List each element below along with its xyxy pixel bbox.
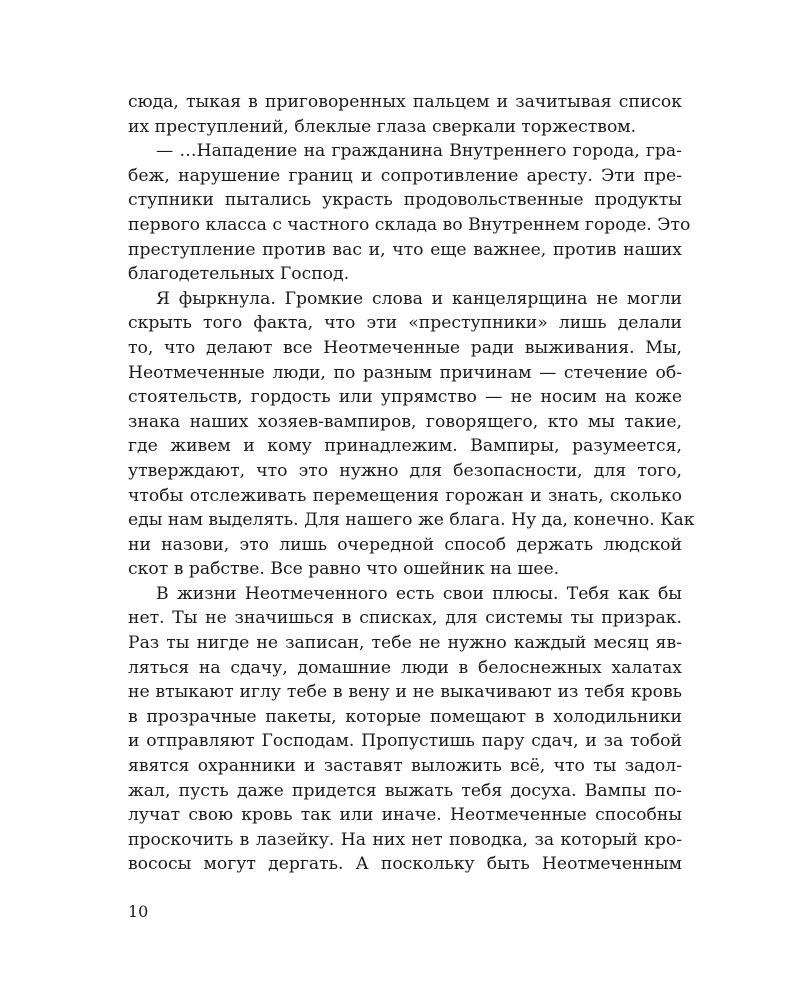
body-text <box>128 90 695 877</box>
text-line: нет. Ты не значишься в списках, для системы ты призрак. <box>128 608 682 629</box>
text-line: утверждают, что это нужно для безопасности, для того, <box>128 460 682 481</box>
text-line: ни назови, это лишь очередной способ держать людской <box>128 534 682 555</box>
text-line: ступники пытались украсть продовольственные продукты <box>128 190 682 211</box>
text-line: В жизни Неотмеченного есть свои плюсы. Тебя как бы <box>156 583 682 604</box>
text-line: вососы могут дергать. А поскольку быть Неотмеченным <box>128 854 682 875</box>
text-line: скот в рабстве. Все равно что ошейник на шее. <box>128 559 560 580</box>
text-line: скрыть того факта, что эти «преступники» лишь делали <box>128 313 682 334</box>
text-line: беж, нарушение границ и сопротивление аресту. Эти пре- <box>128 165 682 186</box>
text-line: где живем и кому принадлежим. Вампиры, разумеется, <box>128 436 682 457</box>
text-line: не втыкают иглу тебе в вену и не выкачивают из тебя кровь <box>128 682 682 703</box>
text-line: Я фыркнула. Громкие слова и канцелярщина не могли <box>156 288 682 309</box>
text-line: первого класса с частного склада во Внутреннем городе. Это <box>128 214 691 235</box>
text-line: еды нам выделять. Для нашего же блага. Ну да, конечно. Как <box>128 510 695 531</box>
text-line: жал, пусть даже придется выжать тебя досуха. Вампы по- <box>128 780 682 801</box>
text-line: явятся охранники и заставят выложить всё, что ты задол- <box>128 756 682 777</box>
text-line: чтобы отслеживать перемещения горожан и знать, сколько <box>128 485 682 506</box>
text-line: Неотмеченные люди, по разным причинам — стечение об- <box>128 362 682 383</box>
text-line: стоятельств, гордость или упрямство — не носим на коже <box>128 387 682 408</box>
text-line: — …Нападение на гражданина Внутреннего города, гра- <box>156 141 682 162</box>
text-line: лучат свою кровь так или иначе. Неотмеченные способны <box>128 805 682 826</box>
page-number: 10 <box>128 902 149 921</box>
text-line: то, что делают все Неотмеченные ради выживания. Мы, <box>128 337 682 358</box>
text-line: их преступлений, блеклые глаза сверкали торжеством. <box>128 116 637 137</box>
text-line: в прозрачные пакеты, которые помещают в холодильники <box>128 706 682 727</box>
text-line: проскочить в лазейку. На них нет поводка, за который кро- <box>128 829 682 850</box>
text-line: Раз ты нигде не записан, тебе не нужно каждый месяц яв- <box>128 633 682 654</box>
text-line: сюда, тыкая в приговоренных пальцем и зачитывая список <box>128 92 682 112</box>
text-line: благодетельных Господ. <box>128 264 350 285</box>
text-line: преступление против вас и, что еще важнее, против наших <box>128 239 682 260</box>
text-line: ляться на сдачу, домашние люди в белоснежных халатах <box>128 657 682 678</box>
text-line: знака наших хозяев-вампиров, говорящего, кто мы такие, <box>128 411 682 432</box>
text-line: и отправляют Господам. Пропустишь пару сдач, и за тобой <box>128 731 682 752</box>
